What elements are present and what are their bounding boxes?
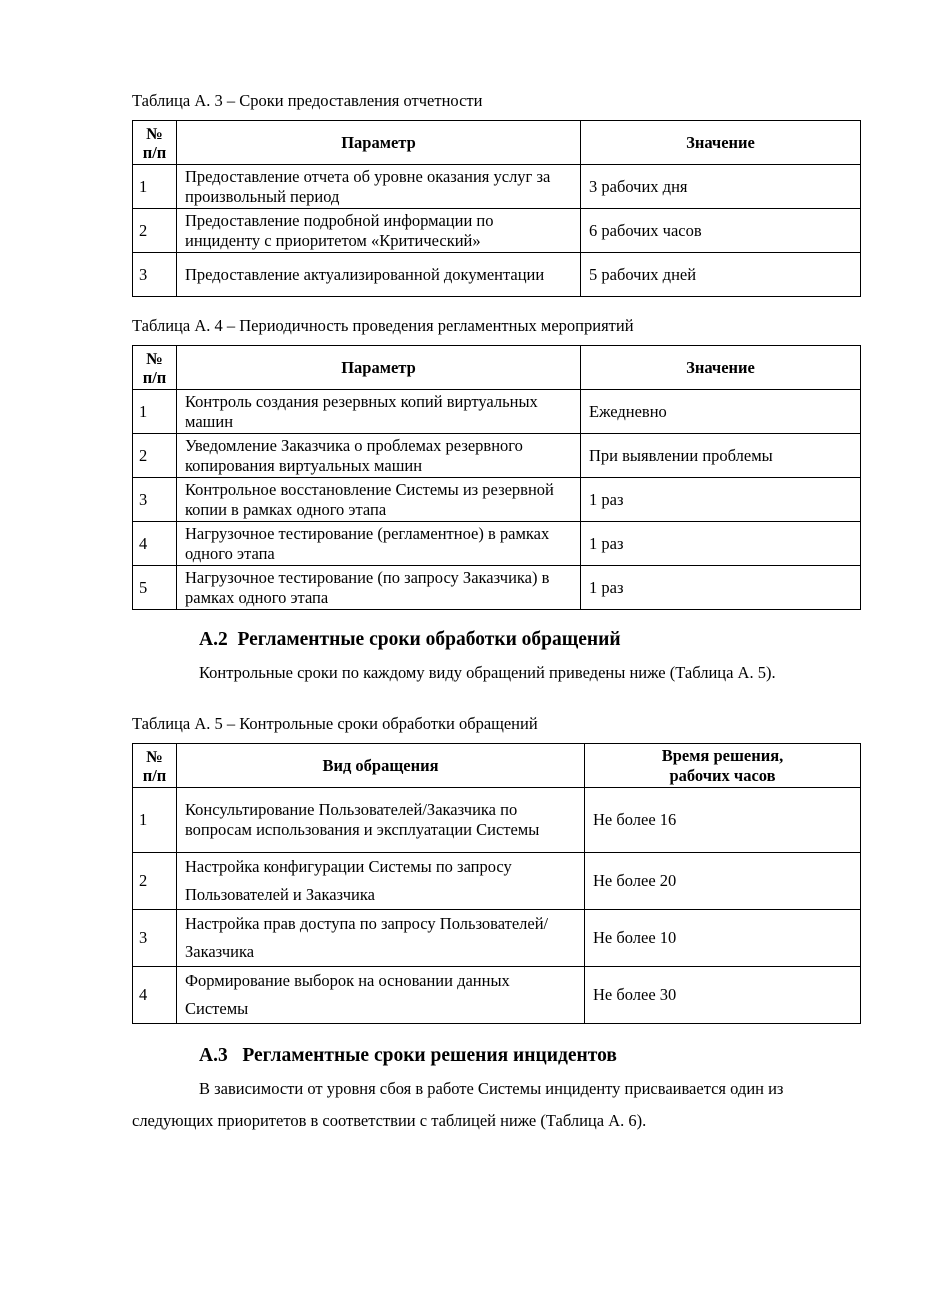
section-a3-paragraph-line1: В зависимости от уровня сбоя в работе Системы инциденту присваивается один из (199, 1079, 784, 1098)
row-parameter: Предоставление подробной информации по инциденту с приоритетом «Критический» (177, 209, 581, 253)
table-row (133, 165, 861, 209)
row-parameter: Нагрузочное тестирование (регламентное) в рамках одного этапа (177, 522, 581, 566)
row-number: 3 (133, 253, 177, 297)
table5 (132, 743, 861, 1024)
row-parameter: Предоставление отчета об уровне оказания услуг за произвольный период (177, 165, 581, 209)
table-row (133, 522, 861, 566)
section-a2-heading (199, 627, 621, 653)
row-request-type: Консультирование Пользователей/Заказчика по вопросам использования и эксплуатации Системы (177, 788, 585, 853)
table3-header-param: Параметр (177, 121, 581, 165)
table-row (133, 478, 861, 522)
section-a2-paragraph: Контрольные сроки по каждому виду обращений приведены ниже (Таблица А. 5). (199, 663, 776, 682)
table4-header-param: Параметр (177, 346, 581, 390)
row-resolution-time: Не более 16 (585, 788, 861, 853)
row-number: 3 (133, 910, 177, 967)
table3-header-num: № п/п (133, 121, 177, 165)
row-value: 1 раз (581, 522, 861, 566)
row-value: 1 раз (581, 566, 861, 610)
section-a3-heading (199, 1043, 617, 1069)
row-number: 1 (133, 390, 177, 434)
row-number: 3 (133, 478, 177, 522)
row-number: 4 (133, 967, 177, 1024)
table-row (133, 910, 861, 967)
row-request-type: Настройка конфигурации Системы по запросу Пользователей и Заказчика (177, 853, 585, 910)
table-row (133, 853, 861, 910)
table-row (133, 434, 861, 478)
row-request-type: Настройка прав доступа по запросу Пользователей/Заказчика (177, 910, 585, 967)
section-a3-number: А.3 (199, 1045, 228, 1066)
row-parameter: Контроль создания резервных копий виртуальных машин (177, 390, 581, 434)
table4-header-row (133, 346, 861, 390)
row-parameter: Контрольное восстановление Системы из резервной копии в рамках одного этапа (177, 478, 581, 522)
row-number: 2 (133, 853, 177, 910)
table-row (133, 566, 861, 610)
table-row (133, 209, 861, 253)
row-resolution-time: Не более 30 (585, 967, 861, 1024)
table-row (133, 390, 861, 434)
table5-header-row (133, 744, 861, 788)
table5-header-time: Время решения, рабочих часов (585, 744, 861, 788)
row-number: 1 (133, 788, 177, 853)
table3-caption: Таблица А. 3 – Сроки предоставления отчетности (132, 91, 483, 110)
row-value: При выявлении проблемы (581, 434, 861, 478)
row-value: 3 рабочих дня (581, 165, 861, 209)
table3-header-row (133, 121, 861, 165)
table5-header-num: № п/п (133, 744, 177, 788)
table4 (132, 345, 861, 610)
table4-header-value: Значение (581, 346, 861, 390)
table4-caption: Таблица А. 4 – Периодичность проведения регламентных мероприятий (132, 316, 634, 335)
table3-header-value: Значение (581, 121, 861, 165)
table-row (133, 253, 861, 297)
row-value: 6 рабочих часов (581, 209, 861, 253)
row-value: 5 рабочих дней (581, 253, 861, 297)
row-request-type: Формирование выборок на основании данных Системы (177, 967, 585, 1024)
row-parameter: Предоставление актуализированной документации (177, 253, 581, 297)
row-number: 5 (133, 566, 177, 610)
section-a2-number: А.2 (199, 629, 228, 650)
table5-caption: Таблица А. 5 – Контрольные сроки обработки обращений (132, 714, 538, 733)
section-a3-title: Регламентные сроки решения инцидентов (242, 1045, 617, 1066)
row-parameter: Уведомление Заказчика о проблемах резервного копирования виртуальных машин (177, 434, 581, 478)
row-value: Ежедневно (581, 390, 861, 434)
row-resolution-time: Не более 10 (585, 910, 861, 967)
table4-header-num: № п/п (133, 346, 177, 390)
row-number: 4 (133, 522, 177, 566)
section-a2-title: Регламентные сроки обработки обращений (237, 629, 621, 650)
row-parameter: Нагрузочное тестирование (по запросу Заказчика) в рамках одного этапа (177, 566, 581, 610)
table-row (133, 788, 861, 853)
row-resolution-time: Не более 20 (585, 853, 861, 910)
section-a3-paragraph-line2: следующих приоритетов в соответствии с таблицей ниже (Таблица А. 6). (132, 1111, 647, 1130)
table-row (133, 967, 861, 1024)
row-number: 2 (133, 434, 177, 478)
table3 (132, 120, 861, 297)
row-number: 2 (133, 209, 177, 253)
row-number: 1 (133, 165, 177, 209)
row-value: 1 раз (581, 478, 861, 522)
table5-header-type: Вид обращения (177, 744, 585, 788)
